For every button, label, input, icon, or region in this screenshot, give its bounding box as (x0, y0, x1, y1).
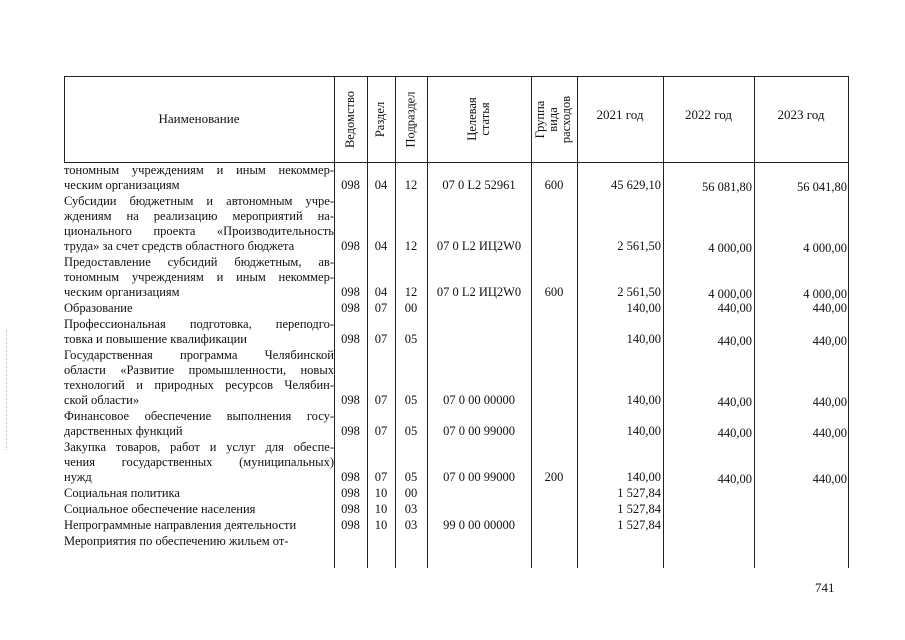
row-vedomstvo: 098 (341, 486, 360, 500)
row-vedomstvo: 098 (341, 424, 360, 438)
row-podrazdel: 05 (404, 393, 418, 407)
row-value-2023: 440,00 (812, 301, 847, 315)
row-name-line: Финансовое обеспечение выполнения госу- (64, 409, 334, 423)
row-razdel: 10 (374, 518, 388, 532)
row-name-line: труда» за счет средств областного бюджета (64, 239, 295, 253)
row-vedomstvo: 098 (341, 301, 360, 315)
row-name-line: Субсидии бюджетным и автономным учре- (64, 194, 334, 208)
row-podrazdel: 05 (404, 470, 418, 484)
row-value-2023: 440,00 (812, 334, 847, 348)
row-value-2021: 1 527,84 (617, 502, 661, 516)
row-vedomstvo: 098 (341, 393, 360, 407)
row-value-2021: 140,00 (626, 332, 661, 346)
row-razdel: 10 (374, 486, 388, 500)
row-name-line: товка и повышение квалификации (64, 332, 247, 346)
row-podrazdel: 12 (404, 239, 418, 253)
row-gruppa: 600 (544, 178, 564, 192)
row-value-2022: 440,00 (717, 426, 752, 440)
row-vedomstvo: 098 (341, 332, 360, 346)
row-podrazdel: 03 (404, 518, 418, 532)
row-name-line: Государственная программа Челябинской (64, 348, 334, 362)
row-value-2022: 440,00 (717, 334, 752, 348)
row-value-2022: 440,00 (717, 395, 752, 409)
row-name-line: Предоставление субсидий бюджетным, ав- (64, 255, 334, 269)
row-razdel: 10 (374, 502, 388, 516)
row-value-2022: 440,00 (717, 301, 752, 315)
row-vedomstvo: 098 (341, 239, 360, 253)
row-name-line: тономным учреждениям и иным некоммер- (64, 270, 334, 284)
row-name-line: ческим организациям (64, 178, 180, 192)
row-vedomstvo: 098 (341, 285, 360, 299)
row-value-2023: 440,00 (812, 472, 847, 486)
row-celevaya-statya: 99 0 00 00000 (443, 518, 515, 532)
row-podrazdel: 05 (404, 332, 418, 346)
header-razdel-text: Раздел (373, 101, 388, 137)
row-value-2023: 56 041,80 (797, 180, 847, 194)
row-vedomstvo: 098 (341, 502, 360, 516)
row-celevaya-statya: 07 0 L2 ИЦ2W0 (436, 285, 522, 299)
row-name-line: ческим организациям (64, 285, 180, 299)
row-vedomstvo: 098 (341, 470, 360, 484)
row-name-line: области «Развитие промышленности, новых (64, 363, 334, 377)
header-podrazdel-text: Подраздел (403, 91, 418, 147)
header-gruppa-text: Группа вида расходов (533, 95, 574, 143)
row-name-line: чения государственных (муниципальных) (64, 455, 334, 469)
header-celevaya-text: Целевая статья (465, 97, 492, 141)
row-value-2022: 4 000,00 (708, 241, 752, 255)
row-name-line: Социальное обеспечение населения (64, 502, 256, 516)
row-vedomstvo: 098 (341, 518, 360, 532)
row-podrazdel: 03 (404, 502, 418, 516)
header-2021: 2021 год (596, 107, 644, 122)
row-razdel: 07 (374, 470, 388, 484)
row-podrazdel: 12 (404, 285, 418, 299)
row-celevaya-statya: 07 0 00 99000 (443, 470, 515, 484)
row-podrazdel: 12 (404, 178, 418, 192)
header-razdel (367, 76, 395, 162)
table-right-border (848, 76, 849, 568)
header-podrazdel (395, 76, 427, 162)
row-value-2021: 1 527,84 (617, 518, 661, 532)
row-value-2021: 140,00 (626, 393, 661, 407)
row-value-2021: 1 527,84 (617, 486, 661, 500)
row-podrazdel: 00 (404, 486, 418, 500)
row-value-2022: 440,00 (717, 472, 752, 486)
row-celevaya-statya: 07 0 L2 ИЦ2W0 (436, 239, 522, 253)
row-razdel: 07 (374, 393, 388, 407)
row-value-2021: 140,00 (626, 424, 661, 438)
page-number: 741 (815, 580, 835, 595)
row-value-2023: 440,00 (812, 395, 847, 409)
row-value-2022: 4 000,00 (708, 287, 752, 301)
row-value-2021: 140,00 (626, 301, 661, 315)
row-value-2022: 56 081,80 (702, 180, 752, 194)
row-razdel: 04 (374, 178, 388, 192)
header-celevaya-statya (427, 76, 531, 162)
row-name-line: дарственных функций (64, 424, 183, 438)
row-celevaya-statya: 07 0 00 99000 (443, 424, 515, 438)
row-name-line: Профессиональная подготовка, переподго- (64, 317, 334, 331)
row-value-2023: 4 000,00 (803, 241, 847, 255)
row-celevaya-statya: 07 0 L2 52961 (442, 178, 516, 192)
row-razdel: 04 (374, 239, 388, 253)
header-name: Наименование (158, 111, 240, 126)
header-vedomstvo-text: Ведомство (343, 90, 357, 148)
row-celevaya-statya: 07 0 00 00000 (443, 393, 515, 407)
row-name-line: технологий и природных ресурсов Челябин- (64, 378, 334, 392)
row-razdel: 04 (374, 285, 388, 299)
row-razdel: 07 (374, 332, 388, 346)
row-name-line: Непрограммные направления деятельности (64, 518, 297, 532)
row-name-line: нужд (64, 470, 92, 484)
row-name-line: Закупка товаров, работ и услуг для обеспе- (64, 440, 334, 454)
header-2023: 2023 год (777, 107, 825, 122)
row-gruppa: 600 (544, 285, 564, 299)
row-name-line: Мероприятия по обеспечению жильем от- (64, 534, 289, 548)
row-vedomstvo: 098 (341, 178, 360, 192)
header-vedomstvo (334, 76, 367, 162)
row-name-line: ской области» (64, 393, 140, 407)
row-value-2021: 45 629,10 (611, 178, 661, 192)
row-razdel: 07 (374, 301, 388, 315)
row-name-line: Социальная политика (64, 486, 180, 500)
header-gruppa (531, 76, 577, 162)
row-value-2023: 440,00 (812, 426, 847, 440)
row-value-2021: 2 561,50 (617, 239, 661, 253)
row-name-line: ждениям на реализацию мероприятий на- (64, 209, 334, 223)
margin-mark (6, 330, 8, 450)
row-gruppa: 200 (544, 470, 564, 484)
row-value-2021: 2 561,50 (617, 285, 661, 299)
row-name-line: Образование (64, 301, 133, 315)
row-name-line: ционального проекта «Производительность (64, 224, 334, 238)
row-podrazdel: 00 (404, 301, 418, 315)
row-value-2023: 4 000,00 (803, 287, 847, 301)
row-podrazdel: 05 (404, 424, 418, 438)
row-name-line: тономным учреждениям и иным некоммер- (64, 163, 334, 177)
row-value-2021: 140,00 (626, 470, 661, 484)
row-razdel: 07 (374, 424, 388, 438)
header-2022: 2022 год (685, 107, 732, 122)
